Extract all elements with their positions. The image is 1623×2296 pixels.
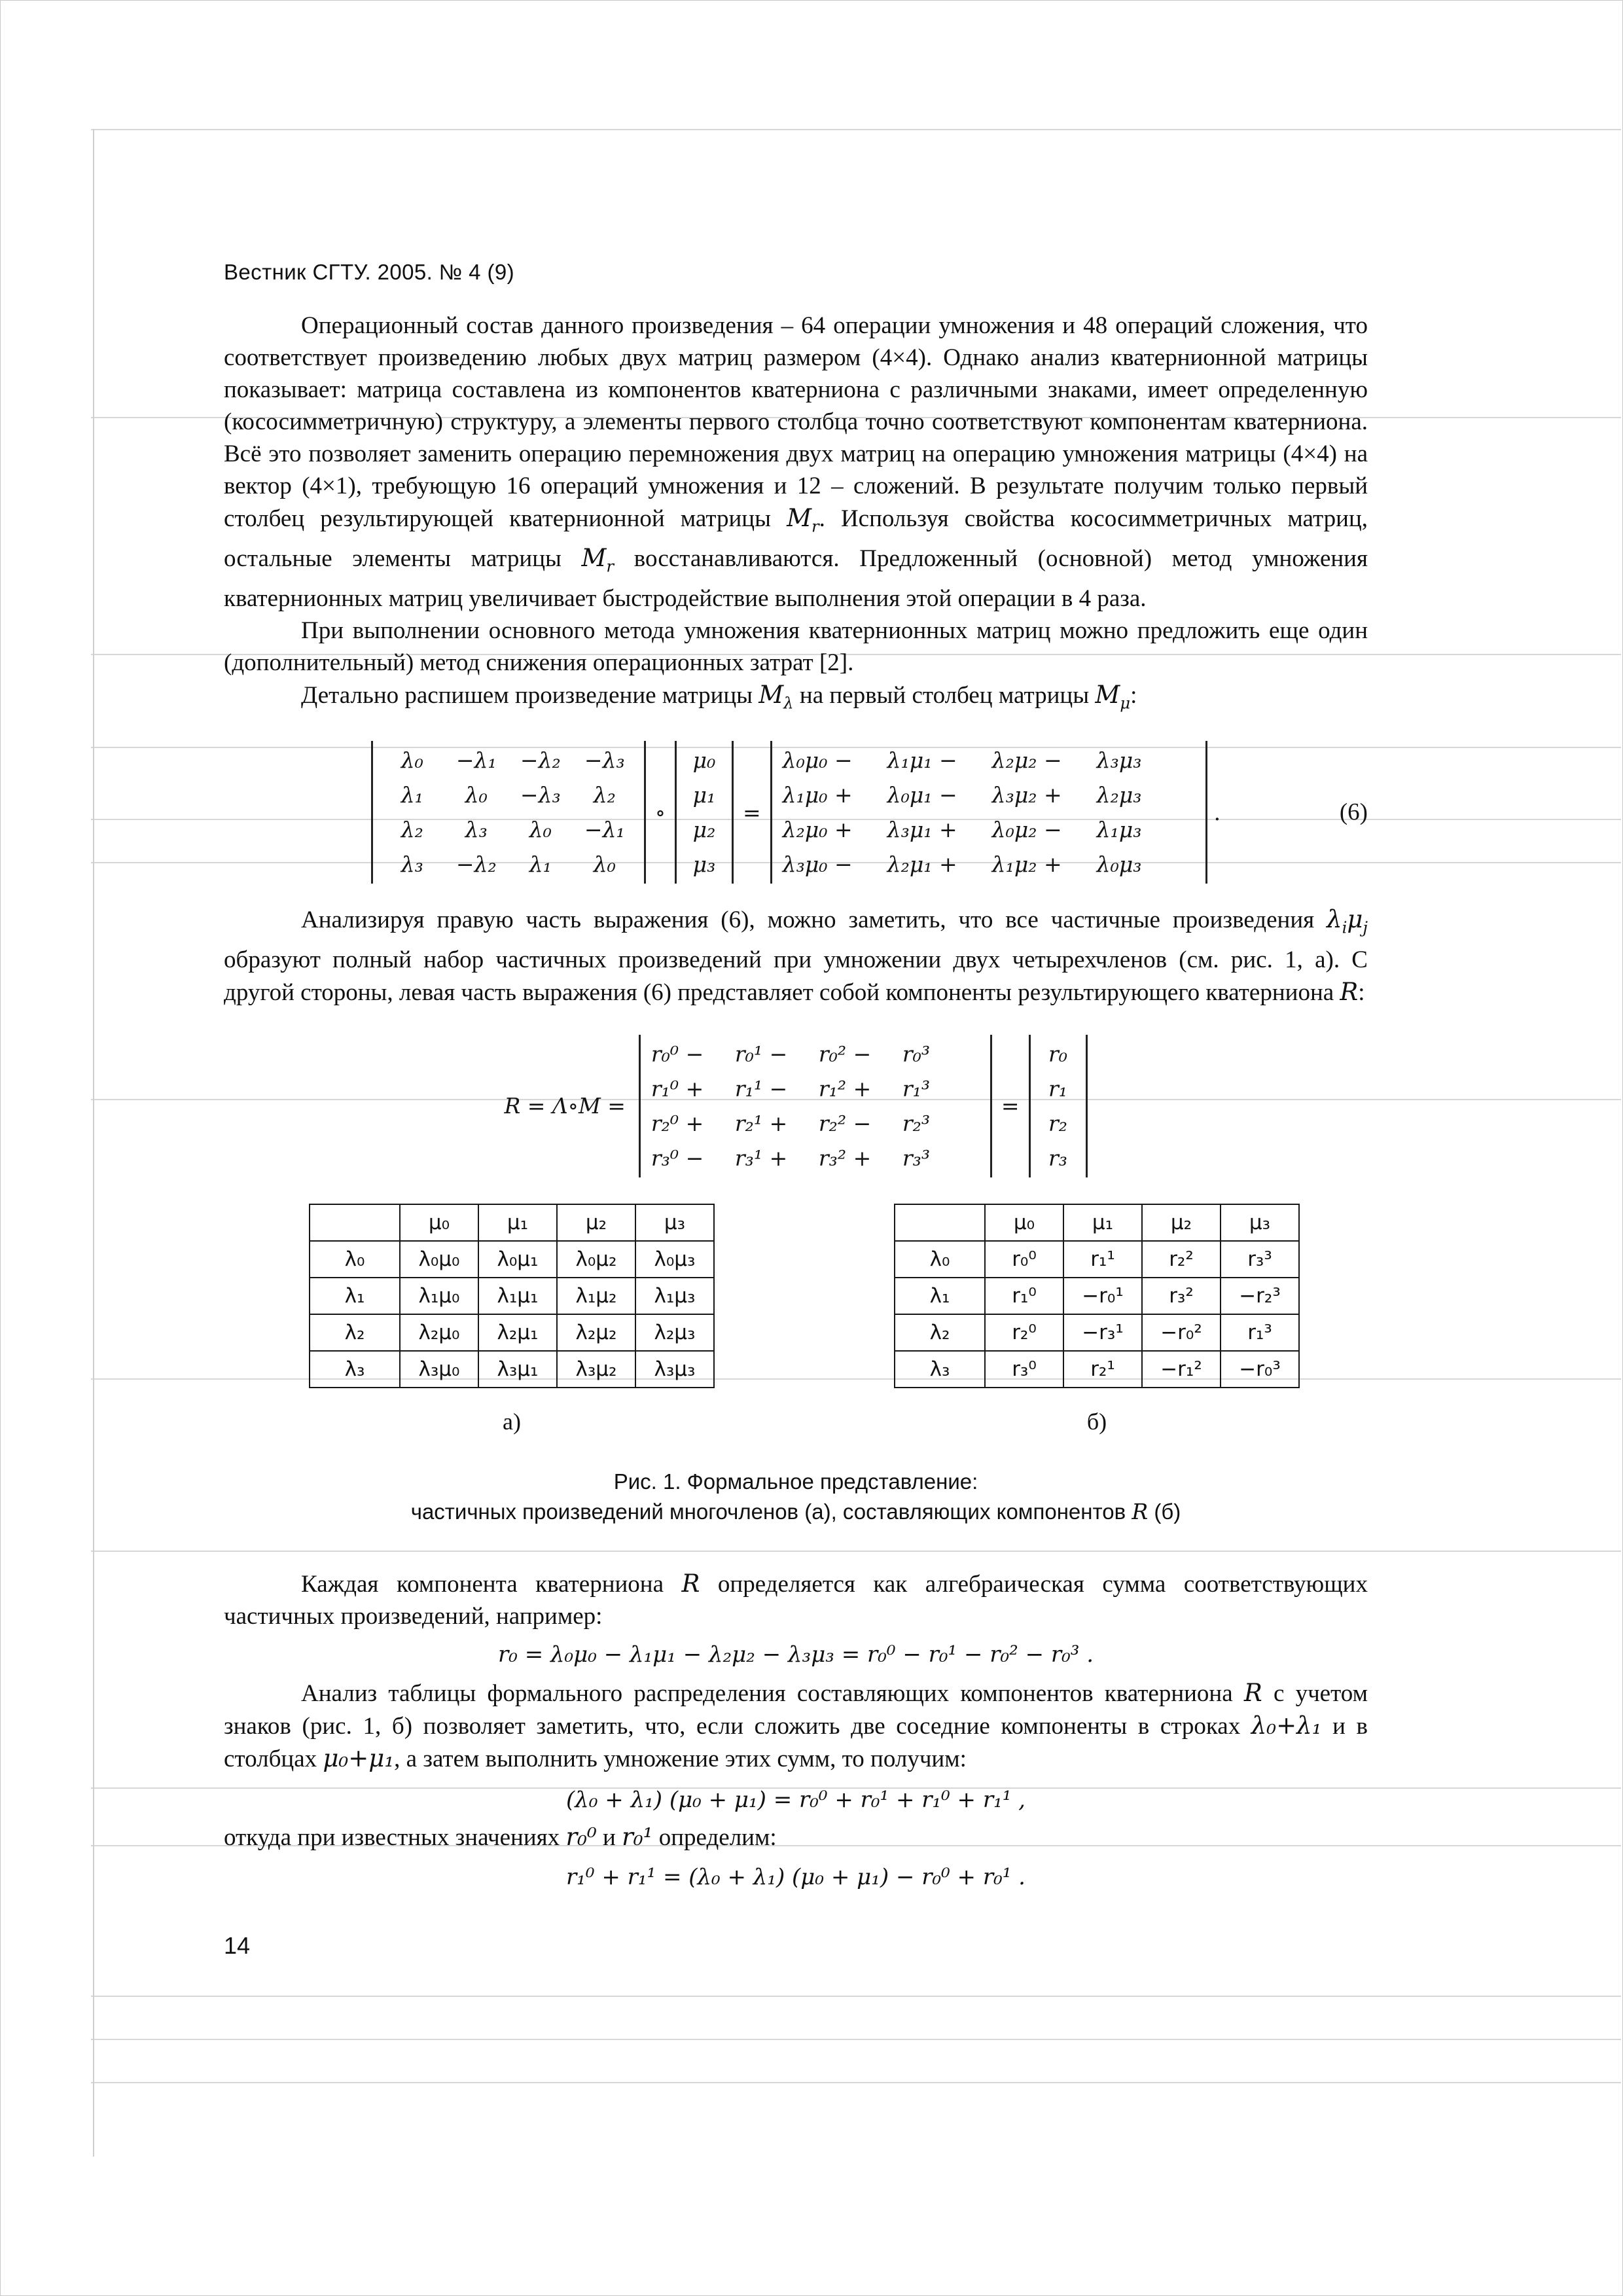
- table-cell: r₀⁰: [985, 1241, 1063, 1278]
- matrix-entry: r₃³: [902, 1145, 931, 1171]
- matrix-entry: λ₀μ₁ −: [887, 782, 957, 808]
- table-cell: −r₀²: [1142, 1314, 1221, 1351]
- matrix-entry: r₂⁰ +: [651, 1110, 704, 1136]
- matrix-entry: λ₁: [401, 782, 423, 808]
- paragraph-1-text: . Используя свойства кососимметричных матриц, остальные элементы матрицы: [224, 505, 1368, 573]
- paragraph-3-text: Детально распишем произведение матрицы: [301, 681, 759, 709]
- table-cell: λ₁μ₀: [400, 1278, 478, 1314]
- figure-caption-line2: [224, 1497, 1368, 1527]
- figure-table-a-wrap: [309, 1204, 715, 1435]
- paragraph-1-text: Операционный состав данного произведения – 64 операции умножения и 48 операций сложения, что соответствует произведению любых двух матриц размером (4×4). Однако анализ кватернионной матрицы показывает: матрица составлена из компонентов кватерниона с различными знаками, имеет определенную (кососимметричную) структуру, а элементы первого столбца точно соответствуют компонентам кватерниона. Всё это позволяет заменить операцию перемножения двух матриц на операцию умножения матрицы (4×4) на вектор (4×1), требующую 16 операций умножения и 12 – сложений. В результате получим только первый столбец результирующей кватернионной матрицы: [224, 312, 1368, 532]
- matrix-entry: −λ₃: [520, 782, 561, 808]
- table-cell: −r₁²: [1142, 1351, 1221, 1388]
- matrix-entry: λ₀μ₂ −: [991, 817, 1062, 843]
- vector-entry: r₀: [1048, 1041, 1068, 1067]
- mu-index: j: [1363, 918, 1368, 937]
- col-header: μ₁: [1063, 1204, 1142, 1241]
- paragraph-7-text: и: [596, 1823, 622, 1851]
- matrix-entry: λ₀: [401, 747, 423, 774]
- matrix-entry: λ₁μ₂ +: [991, 852, 1062, 878]
- row-header: λ₁: [310, 1278, 400, 1314]
- row-header: λ₂: [310, 1314, 400, 1351]
- equation-period: .: [1213, 799, 1221, 825]
- matrix-entry: r₂² −: [818, 1110, 872, 1136]
- quaternion-r-symbol: R: [1340, 977, 1359, 1006]
- matrix-entry: −λ₁: [584, 817, 625, 843]
- matrix-entry: −λ₂: [520, 747, 561, 774]
- figure-caption-text: частичных произведений многочленов (а), составляющих компонентов: [410, 1499, 1132, 1524]
- scan-line: [91, 1996, 1621, 1997]
- paragraph-6-text: , а затем выполнить умножение этих сумм, то получим:: [394, 1745, 967, 1772]
- matrix-entry: λ₁μ₁ −: [887, 747, 957, 774]
- row-header: λ₃: [895, 1351, 985, 1388]
- table-cell: r₁⁰: [985, 1278, 1063, 1314]
- vector-entry: μ₂: [692, 817, 716, 843]
- col-header: μ₃: [635, 1204, 714, 1241]
- page-number: 14: [224, 1931, 251, 1959]
- figure-1: [309, 1204, 1368, 1435]
- matrix-entry: λ₀μ₃: [1096, 852, 1142, 878]
- paragraph-3-text: на первый столбец матрицы: [793, 681, 1096, 709]
- paragraph-1: [224, 310, 1368, 615]
- lambda-index: i: [1342, 918, 1347, 937]
- table-cell: −r₀³: [1221, 1351, 1299, 1388]
- scan-frame-left: [93, 129, 94, 2157]
- table-cell: −r₃¹: [1063, 1314, 1142, 1351]
- matrix-entry: λ₁μ₃: [1096, 817, 1142, 843]
- vector-entry: r₁: [1048, 1075, 1068, 1102]
- table-cell: λ₃μ₃: [635, 1351, 714, 1388]
- matrix-mr-symbol: M: [581, 544, 607, 573]
- col-header: μ₃: [1221, 1204, 1299, 1241]
- paragraph-3-text: :: [1130, 681, 1137, 709]
- matrix-mr-subscript: r: [811, 516, 819, 536]
- matrix-entry: r₁⁰ +: [651, 1075, 704, 1102]
- matrix-entry: λ₂μ₀ +: [782, 817, 853, 843]
- matrix-entry: r₀¹ −: [734, 1041, 788, 1067]
- matrix-entry: r₃² +: [818, 1145, 872, 1171]
- paragraph-5-text: Каждая компонента кватерниона: [301, 1570, 682, 1598]
- table-cell: λ₀μ₀: [400, 1241, 478, 1278]
- equals-sign: =: [1001, 1093, 1020, 1119]
- matrix-entry: λ₃: [465, 817, 488, 843]
- matrix-entry: r₀³: [902, 1041, 931, 1067]
- matrix-entry: r₃⁰ −: [651, 1145, 704, 1171]
- paragraph-6-text: Анализ таблицы формального распределения составляющих компонентов кватерниона: [301, 1679, 1244, 1707]
- vector-entry: r₃: [1048, 1145, 1068, 1171]
- row-header: λ₃: [310, 1351, 400, 1388]
- table-cell: λ₀μ₃: [635, 1241, 714, 1278]
- matrix-entry: λ₀: [529, 817, 552, 843]
- r-vector: [1029, 1035, 1088, 1177]
- col-header: μ₂: [1142, 1204, 1221, 1241]
- matrix-mr-symbol: M: [787, 504, 812, 532]
- figure-caption-line1: Рис. 1. Формальное представление:: [613, 1469, 978, 1494]
- matrix-entry: r₀² −: [818, 1041, 872, 1067]
- equals-sign: =: [743, 799, 761, 825]
- table-cell: λ₂μ₁: [478, 1314, 557, 1351]
- paragraph-1-text: восстанавливаются. Предложенный (основной) метод умножения кватернионных матриц увеличивает быстродействие выполнения этой операции в 4 раза.: [224, 545, 1368, 612]
- matrix-entry: λ₂μ₃: [1096, 782, 1142, 808]
- table-cell: λ₀μ₂: [557, 1241, 635, 1278]
- matrix-entry: r₁² +: [818, 1075, 872, 1102]
- mu-sum-expression: μ₀+μ₁: [323, 1744, 395, 1772]
- paragraph-4: [224, 903, 1368, 1008]
- table-cell: −r₂³: [1221, 1278, 1299, 1314]
- figure-table-b-wrap: [894, 1204, 1300, 1435]
- table-corner: [895, 1204, 985, 1241]
- table-cell: λ₀μ₁: [478, 1241, 557, 1278]
- matrix-entry: λ₃μ₀ −: [782, 852, 853, 878]
- table-cell: r₂¹: [1063, 1351, 1142, 1388]
- table-cell: λ₁μ₁: [478, 1278, 557, 1314]
- quaternion-r-symbol: R: [1132, 1498, 1149, 1524]
- scan-line: [91, 129, 1621, 130]
- table-cell: λ₂μ₂: [557, 1314, 635, 1351]
- paragraph-4-text: Анализируя правую часть выражения (6), можно заметить, что все частичные произведения: [301, 906, 1327, 934]
- paragraph-6-text: и в столбцах: [224, 1712, 1368, 1772]
- paragraph-5: [224, 1568, 1368, 1632]
- table-cell: r₁¹: [1063, 1241, 1142, 1278]
- row-header: λ₀: [895, 1241, 985, 1278]
- paragraph-3: [224, 679, 1368, 719]
- table-b-label: б): [1086, 1408, 1107, 1435]
- table-cell: r₂⁰: [985, 1314, 1063, 1351]
- matrix-mr-subscript: r: [606, 556, 615, 576]
- journal-header: Вестник СГТУ. 2005. № 4 (9): [224, 260, 514, 284]
- matrix-entry: r₂¹ +: [734, 1110, 788, 1136]
- equation-r0: r₀ = λ₀μ₀ − λ₁μ₁ − λ₂μ₂ − λ₃μ₃ = r₀⁰ − r₀¹ − r₀² − r₀³ .: [498, 1641, 1094, 1668]
- lambda-sum-expression: λ₀+λ₁: [1251, 1711, 1322, 1740]
- matrix-entry: λ₂μ₂ −: [991, 747, 1062, 774]
- matrix-entry: −λ₃: [584, 747, 625, 774]
- table-cell: λ₂μ₀: [400, 1314, 478, 1351]
- table-a-label: а): [503, 1408, 521, 1435]
- r-components-matrix: [639, 1035, 992, 1177]
- paragraph-5-text: определяется как алгебраическая сумма соответствующих частичных произведений, например:: [224, 1570, 1368, 1630]
- equation-final: r₁⁰ + r₁¹ = (λ₀ + λ₁) (μ₀ + μ₁) − r₀⁰ + r₀¹ .: [566, 1863, 1026, 1890]
- figure-table-b: [894, 1204, 1300, 1388]
- matrix-entry: λ₃μ₂ +: [991, 782, 1062, 808]
- mu-symbol: μ: [1347, 905, 1363, 934]
- matrix-entry: −λ₁: [455, 747, 497, 774]
- paragraph-4-text: образуют полный набор частичных произведений при умножении двух четырехчленов (см. рис. 1, а). С другой стороны, левая часть выражения (6) представляет собой компоненты результирующего кватерниона: [224, 946, 1368, 1006]
- row-header: λ₂: [895, 1314, 985, 1351]
- col-header: μ₁: [478, 1204, 557, 1241]
- figure-caption: [224, 1467, 1368, 1527]
- equation-R-lhs: R = Λ∘M =: [504, 1093, 626, 1119]
- table-cell: r₃²: [1142, 1278, 1221, 1314]
- matrix-m-lambda-subscript: λ: [783, 693, 794, 713]
- page-content: [224, 260, 1368, 1960]
- equation-R: [224, 1035, 1368, 1177]
- vector-entry: r₂: [1048, 1110, 1068, 1136]
- col-header: μ₀: [400, 1204, 478, 1241]
- table-cell: λ₃μ₀: [400, 1351, 478, 1388]
- table-cell: λ₃μ₂: [557, 1351, 635, 1388]
- matrix-entry: λ₀: [593, 852, 616, 878]
- result-matrix: [770, 741, 1207, 884]
- matrix-entry: λ₂: [401, 817, 423, 843]
- matrix-m-mu-subscript: μ: [1120, 693, 1131, 713]
- table-cell: λ₃μ₁: [478, 1351, 557, 1388]
- quaternion-r-symbol: R: [681, 1569, 700, 1598]
- vector-entry: μ₃: [692, 852, 716, 878]
- scan-line: [91, 2082, 1621, 2083]
- matrix-entry: r₂³: [902, 1110, 931, 1136]
- matrix-entry: −λ₂: [455, 852, 497, 878]
- paragraph-7-text: откуда при известных значениях: [224, 1823, 566, 1851]
- vector-entry: μ₀: [692, 747, 716, 774]
- matrix-entry: λ₃μ₃: [1096, 747, 1142, 774]
- lambda-symbol: λ: [1327, 905, 1342, 934]
- r-component-symbol: r₀¹: [622, 1822, 653, 1851]
- row-header: λ₀: [310, 1241, 400, 1278]
- figure-table-a: [309, 1204, 715, 1388]
- equation-6: [224, 741, 1368, 884]
- lambda-matrix: [371, 741, 646, 884]
- matrix-entry: r₁¹ −: [734, 1075, 788, 1102]
- table-cell: λ₁μ₃: [635, 1278, 714, 1314]
- matrix-entry: r₀⁰ −: [651, 1041, 704, 1067]
- matrix-entry: λ₂μ₁ +: [887, 852, 957, 878]
- paragraph-2: При выполнении основного метода умножения кватернионных матриц можно предложить еще один (дополнительный) метод снижения операционных затрат [2].: [224, 617, 1368, 676]
- matrix-entry: r₁³: [902, 1075, 931, 1102]
- paragraph-6-text: с учетом знаков (рис. 1, б) позволяет заметить, что, если сложить две соседние компоненты в строках: [224, 1679, 1368, 1740]
- paragraph-7-text: определим:: [652, 1823, 777, 1851]
- equation-sum: (λ₀ + λ₁) (μ₀ + μ₁) = r₀⁰ + r₀¹ + r₁⁰ + r₁¹ ,: [566, 1786, 1026, 1813]
- paragraph-7: [224, 1821, 1368, 1854]
- table-cell: λ₁μ₂: [557, 1278, 635, 1314]
- quaternion-r-symbol: R: [1243, 1678, 1262, 1707]
- table-cell: r₁³: [1221, 1314, 1299, 1351]
- mu-vector: [675, 741, 734, 884]
- table-cell: r₂²: [1142, 1241, 1221, 1278]
- matrix-entry: r₃¹ +: [734, 1145, 788, 1171]
- matrix-m-mu-symbol: M: [1095, 680, 1120, 709]
- matrix-entry: λ₁: [529, 852, 552, 878]
- col-header: μ₀: [985, 1204, 1063, 1241]
- matrix-entry: λ₂: [593, 782, 616, 808]
- scan-line: [91, 2039, 1621, 2040]
- table-cell: λ₂μ₃: [635, 1314, 714, 1351]
- equation-number: (6): [1339, 798, 1368, 826]
- matrix-entry: λ₃μ₁ +: [887, 817, 957, 843]
- table-corner: [310, 1204, 400, 1241]
- circle-operator: ∘: [654, 799, 666, 825]
- row-header: λ₁: [895, 1278, 985, 1314]
- matrix-entry: λ₃: [401, 852, 423, 878]
- paragraph-4-text: :: [1358, 978, 1365, 1006]
- matrix-entry: λ₀μ₀ −: [782, 747, 853, 774]
- matrix-entry: λ₁μ₀ +: [782, 782, 853, 808]
- r-component-symbol: r₀⁰: [565, 1822, 597, 1851]
- matrix-m-lambda-symbol: M: [758, 680, 784, 709]
- table-cell: −r₀¹: [1063, 1278, 1142, 1314]
- table-cell: r₃³: [1221, 1241, 1299, 1278]
- col-header: μ₂: [557, 1204, 635, 1241]
- table-cell: r₃⁰: [985, 1351, 1063, 1388]
- matrix-entry: λ₀: [465, 782, 488, 808]
- figure-caption-text: (б): [1148, 1499, 1181, 1524]
- paragraph-6: [224, 1677, 1368, 1775]
- vector-entry: μ₁: [692, 782, 716, 808]
